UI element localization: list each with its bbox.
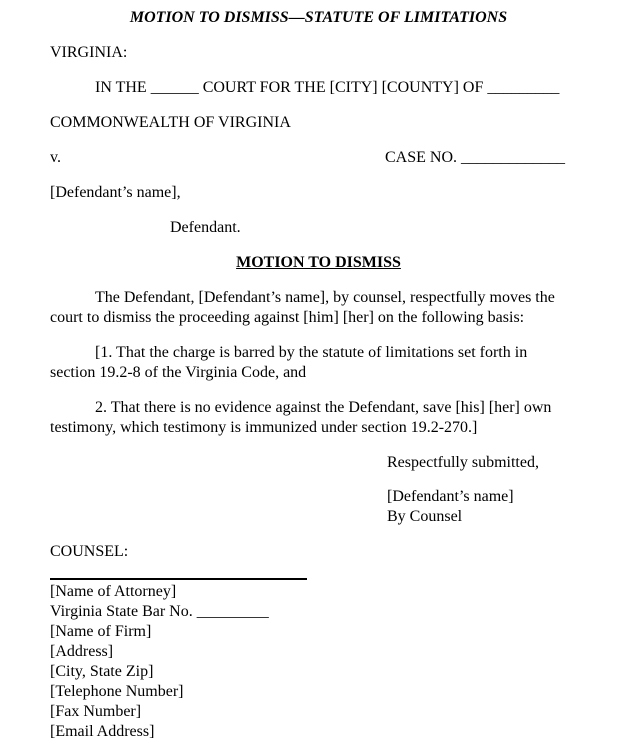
state-label: VIRGINIA: bbox=[50, 44, 128, 61]
attorney-name-line: [Name of Attorney] bbox=[50, 583, 177, 600]
plaintiff-name: COMMONWEALTH OF VIRGINIA bbox=[50, 114, 291, 131]
paragraph-line: [1. That the charge is barred by the statute of limitations set forth in bbox=[95, 344, 528, 361]
paragraph-line: The Defendant, [Defendant’s name], by counsel, respectfully moves the bbox=[95, 289, 555, 306]
paragraph-line: 2. That there is no evidence against the Defendant, save [his] [her] own bbox=[95, 399, 552, 416]
versus-row bbox=[50, 148, 603, 168]
motion-paragraph-3 bbox=[50, 398, 603, 438]
motion-heading: MOTION TO DISMISS bbox=[236, 254, 401, 271]
by-counsel-line: By Counsel bbox=[387, 508, 463, 525]
paragraph-line: testimony, which testimony is immunized under section 19.2-270.] bbox=[50, 419, 478, 436]
city-state-zip-line: [City, State Zip] bbox=[50, 663, 154, 680]
closing-line: Respectfully submitted, bbox=[387, 454, 539, 471]
case-number-line bbox=[385, 148, 565, 168]
signature-name: [Defendant’s name] bbox=[387, 488, 514, 505]
defendant-name: [Defendant’s name], bbox=[50, 184, 181, 201]
paragraph-line: section 19.2-8 of the Virginia Code, and bbox=[50, 364, 307, 381]
court-line: IN THE ______ COURT FOR THE [CITY] [COUNTY] OF _________ bbox=[95, 79, 560, 96]
document-title: MOTION TO DISMISS—STATUTE OF LIMITATIONS bbox=[129, 9, 508, 26]
attorney-signature-line bbox=[50, 578, 307, 580]
case-number-blank: _____________ bbox=[461, 149, 566, 166]
fax-line: [Fax Number] bbox=[50, 703, 142, 720]
address-line: [Address] bbox=[50, 643, 114, 660]
case-number-label: CASE NO. bbox=[385, 149, 458, 166]
defendant-label: Defendant. bbox=[170, 219, 241, 236]
motion-paragraph-2 bbox=[50, 343, 603, 383]
motion-paragraph-1 bbox=[50, 288, 603, 328]
counsel-label: COUNSEL: bbox=[50, 543, 129, 560]
paragraph-line: court to dismiss the proceeding against [him] [her] on the following basis: bbox=[50, 309, 525, 326]
telephone-line: [Telephone Number] bbox=[50, 683, 184, 700]
counsel-info-block bbox=[50, 582, 603, 742]
bar-number-line: Virginia State Bar No. _________ bbox=[50, 603, 269, 620]
versus-label: v. bbox=[50, 149, 61, 166]
email-line: [Email Address] bbox=[50, 723, 155, 740]
signature-block bbox=[387, 453, 603, 527]
firm-name-line: [Name of Firm] bbox=[50, 623, 152, 640]
